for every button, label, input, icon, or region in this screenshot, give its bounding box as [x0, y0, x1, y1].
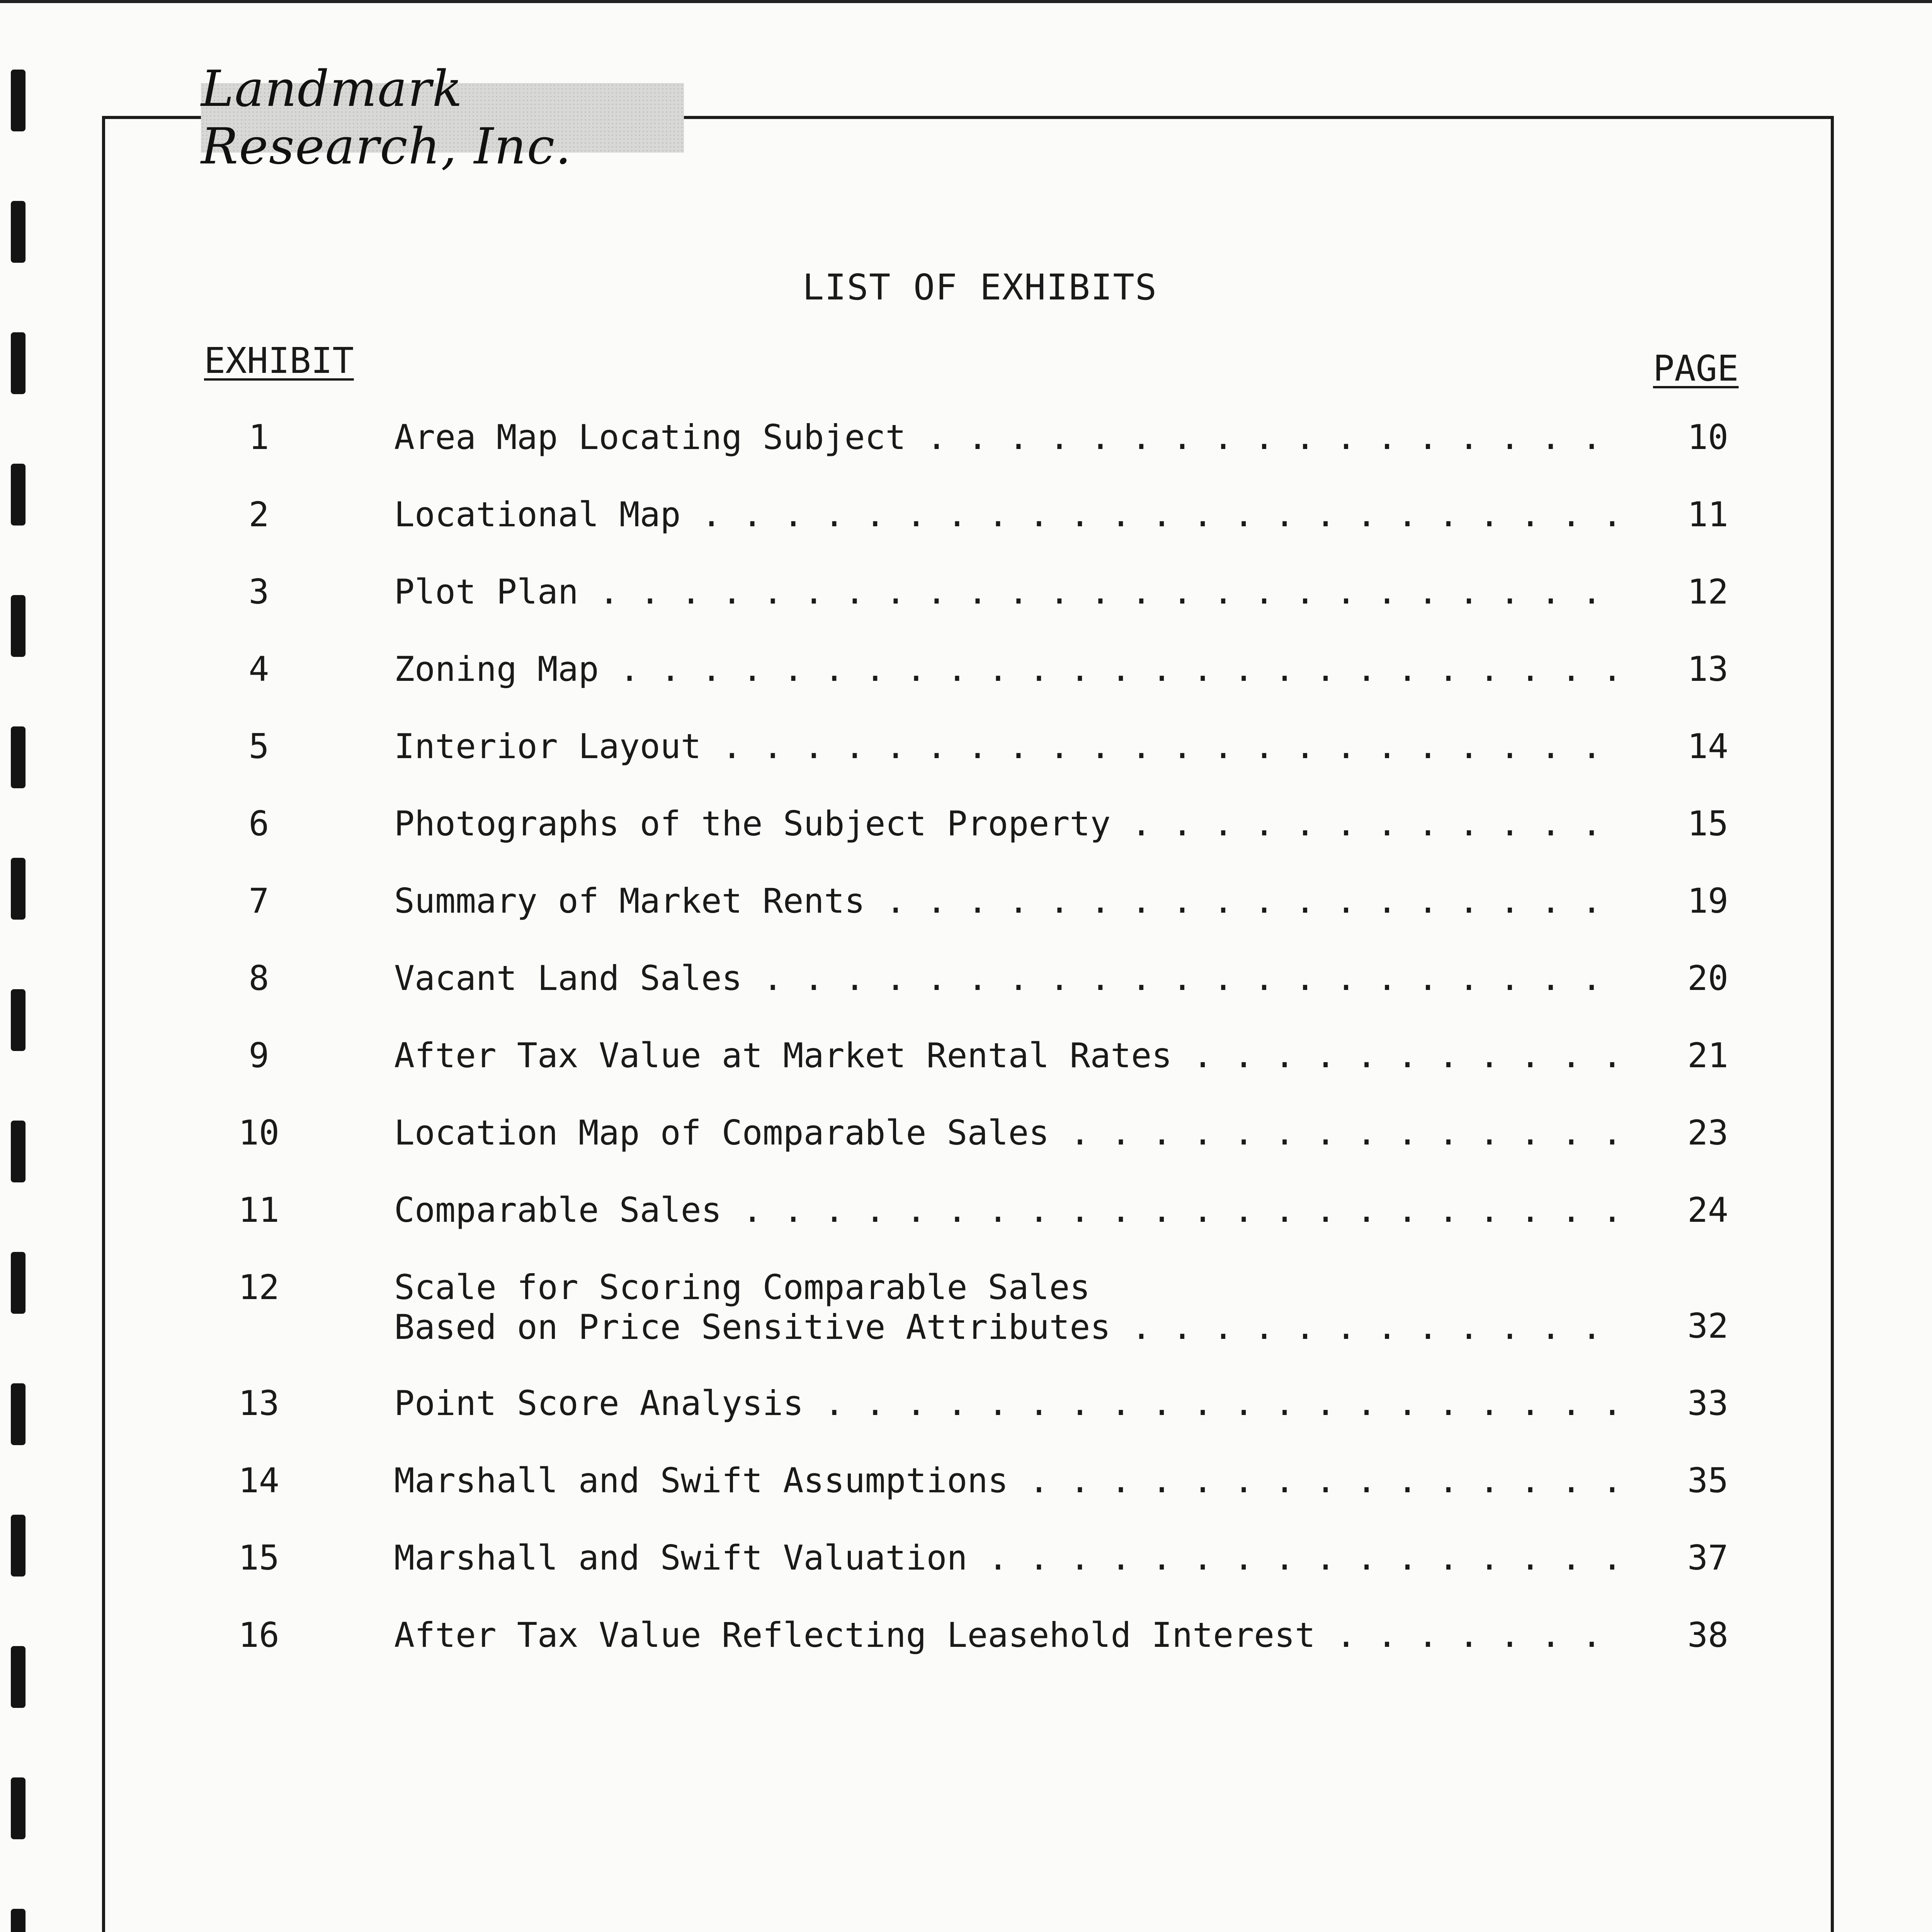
exhibit-page: 24 [1687, 1190, 1728, 1230]
leader-dots [1008, 1461, 1623, 1500]
leader-dots [681, 495, 1623, 534]
exhibit-title-text: Interior Layout [394, 726, 701, 766]
exhibit-number: 5 [248, 726, 269, 766]
exhibit-number: 11 [238, 1190, 279, 1230]
exhibit-page: 12 [1687, 572, 1728, 612]
exhibit-title [394, 1190, 1623, 1230]
leader-dots [1172, 1036, 1623, 1075]
exhibit-title-text: Based on Price Sensitive Attributes [394, 1307, 1111, 1347]
exhibit-title-text: Photographs of the Subject Property [394, 804, 1111, 844]
exhibit-title [394, 726, 1623, 766]
exhibit-number: 13 [238, 1383, 279, 1423]
exhibit-page: 10 [1687, 417, 1728, 457]
exhibit-page: 37 [1687, 1538, 1728, 1578]
leader-dots [1315, 1615, 1623, 1655]
exhibit-title-text: Zoning Map [394, 649, 599, 689]
exhibit-page: 21 [1687, 1036, 1728, 1075]
exhibit-title [394, 417, 1623, 457]
exhibit-number: 15 [238, 1538, 279, 1578]
exhibit-number: 3 [248, 572, 269, 612]
exhibit-title-text: Marshall and Swift Valuation [394, 1538, 968, 1578]
exhibit-title [394, 1113, 1623, 1153]
exhibit-title [394, 649, 1623, 689]
exhibit-column-header: EXHIBIT [204, 340, 354, 381]
leader-dots [599, 649, 1623, 689]
exhibit-page: 35 [1687, 1461, 1728, 1500]
exhibit-title-line: Scale for Scoring Comparable Sales [394, 1267, 1090, 1307]
exhibit-number: 1 [248, 417, 269, 457]
exhibit-title [394, 1615, 1623, 1655]
exhibit-number: 7 [248, 881, 269, 921]
exhibit-page: 23 [1687, 1113, 1728, 1153]
exhibit-title [394, 1538, 1623, 1578]
exhibit-number: 8 [248, 958, 269, 998]
exhibit-title [394, 1461, 1623, 1500]
exhibit-number: 4 [248, 649, 269, 689]
leader-dots [906, 417, 1623, 457]
letterhead-logo [201, 60, 684, 175]
exhibit-title-text: Location Map of Comparable Sales [394, 1113, 1049, 1153]
exhibit-title [394, 495, 1623, 534]
page-column-header: PAGE [1653, 348, 1739, 389]
exhibit-title-text: Marshall and Swift Assumptions [394, 1461, 1009, 1500]
leader-dots [1111, 804, 1623, 844]
exhibit-page: 11 [1687, 495, 1728, 534]
scan-top-edge [0, 0, 1932, 3]
leader-dots [865, 881, 1623, 921]
page-title: LIST OF EXHIBITS [802, 267, 1158, 308]
exhibit-title [394, 958, 1623, 998]
exhibit-number: 12 [238, 1267, 279, 1307]
leader-dots [1049, 1113, 1623, 1153]
exhibit-number: 10 [238, 1113, 279, 1153]
exhibit-title-line [394, 1307, 1623, 1347]
exhibit-title-text: Plot Plan [394, 572, 578, 612]
exhibit-title [394, 1036, 1623, 1075]
exhibit-page: 33 [1687, 1383, 1728, 1423]
leader-dots [804, 1383, 1623, 1423]
exhibit-number: 6 [248, 804, 269, 844]
exhibit-title [394, 1267, 1623, 1347]
exhibit-number: 2 [248, 495, 269, 534]
exhibit-title-text: After Tax Value at Market Rental Rates [394, 1036, 1172, 1075]
exhibit-title-text: Point Score Analysis [394, 1383, 804, 1423]
exhibit-number: 9 [248, 1036, 269, 1075]
leader-dots [1111, 1307, 1623, 1347]
exhibit-title [394, 1383, 1623, 1423]
company-name: Landmark Research, Inc. [201, 60, 572, 175]
exhibit-page: 38 [1687, 1615, 1728, 1655]
exhibit-page: 20 [1687, 958, 1728, 998]
exhibit-title [394, 804, 1623, 844]
exhibit-title-text: Locational Map [394, 495, 681, 534]
leader-dots [967, 1538, 1623, 1578]
exhibit-page: 15 [1687, 804, 1728, 844]
exhibit-page: 14 [1687, 726, 1728, 766]
exhibit-page: 32 [1687, 1306, 1728, 1346]
exhibit-number: 16 [238, 1615, 279, 1655]
exhibit-page: 19 [1687, 881, 1728, 921]
leader-dots [742, 958, 1623, 998]
exhibit-number: 14 [238, 1461, 279, 1500]
exhibit-title-text: Vacant Land Sales [394, 958, 742, 998]
exhibit-title [394, 881, 1623, 921]
exhibit-title-text: Area Map Locating Subject [394, 417, 906, 457]
leader-dots [578, 572, 1623, 612]
leader-dots [701, 726, 1623, 766]
exhibit-title [394, 572, 1623, 612]
page-frame [102, 116, 1834, 1932]
exhibit-page: 13 [1687, 649, 1728, 689]
leader-dots [722, 1190, 1623, 1230]
exhibit-title-text: Comparable Sales [394, 1190, 722, 1230]
exhibit-title-text: After Tax Value Reflecting Leasehold Interest [394, 1615, 1316, 1655]
exhibit-title-text: Summary of Market Rents [394, 881, 865, 921]
